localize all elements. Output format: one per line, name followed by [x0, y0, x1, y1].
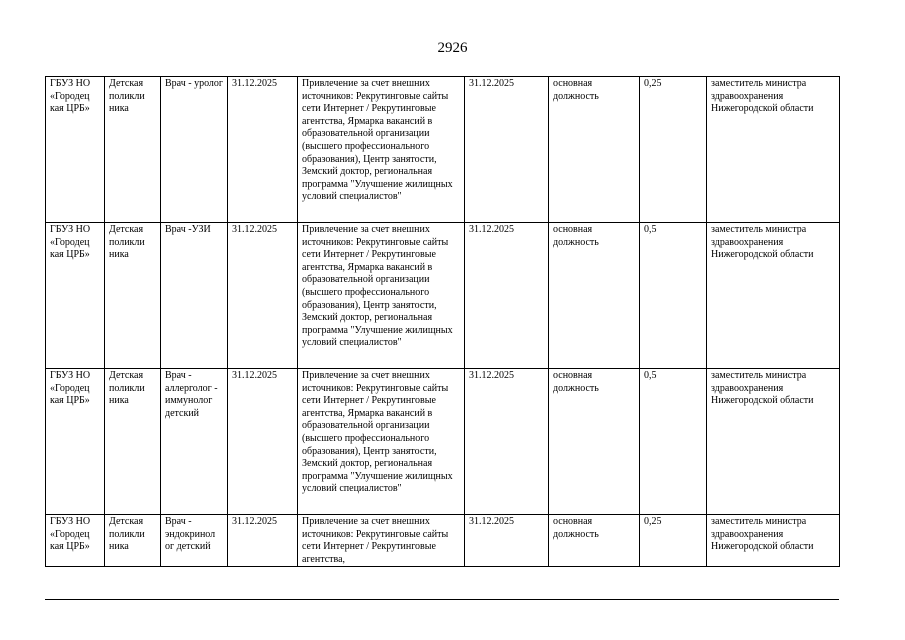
responsible-cell: заместитель министра здравоохранения Нижегородской области	[707, 515, 840, 567]
rate-cell: 0,25	[640, 77, 707, 223]
position-cell: Врач - аллерголог - иммунолог детский	[161, 369, 228, 515]
date-cell: 31.12.2025	[228, 223, 298, 369]
measures-cell: Привлечение за счет внешних источников: Рекрутинговые сайты сети Интернет / Рекрутинговые агентства, Ярмарка вакансий в образовательной организации (высшего профессионального образования), Центр занятости, Земский доктор, региональная программа "Улучшение жилищных условий специалистов"	[298, 369, 465, 515]
table-row	[46, 369, 840, 515]
deadline-cell: 31.12.2025	[465, 369, 549, 515]
org-cell: ГБУЗ НО «Городец кая ЦРБ»	[46, 515, 105, 567]
dept-cell: Детская поликли ника	[105, 515, 161, 567]
dept-cell: Детская поликли ника	[105, 369, 161, 515]
deadline-cell: 31.12.2025	[465, 515, 549, 567]
date-cell: 31.12.2025	[228, 515, 298, 567]
date-cell: 31.12.2025	[228, 369, 298, 515]
position-cell: Врач -УЗИ	[161, 223, 228, 369]
position-cell: Врач - эндокринол ог детский	[161, 515, 228, 567]
date-cell: 31.12.2025	[228, 77, 298, 223]
org-cell: ГБУЗ НО «Городец кая ЦРБ»	[46, 77, 105, 223]
table-bottom-border	[45, 599, 839, 600]
table-row	[46, 223, 840, 369]
position-cell: Врач - уролог	[161, 77, 228, 223]
page-number: 2926	[437, 40, 468, 56]
type-cell: основная должность	[549, 223, 640, 369]
type-cell: основная должность	[549, 515, 640, 567]
org-cell: ГБУЗ НО «Городец кая ЦРБ»	[46, 223, 105, 369]
measures-cell: Привлечение за счет внешних источников: Рекрутинговые сайты сети Интернет / Рекрутинговые агентства,	[298, 515, 465, 567]
responsible-cell: заместитель министра здравоохранения Нижегородской области	[707, 77, 840, 223]
responsible-cell: заместитель министра здравоохранения Нижегородской области	[707, 369, 840, 515]
rate-cell: 0,25	[640, 515, 707, 567]
deadline-cell: 31.12.2025	[465, 223, 549, 369]
org-cell: ГБУЗ НО «Городец кая ЦРБ»	[46, 369, 105, 515]
staffing-table	[45, 76, 840, 567]
responsible-cell: заместитель министра здравоохранения Нижегородской области	[707, 223, 840, 369]
table-row	[46, 515, 840, 567]
table-row	[46, 77, 840, 223]
rate-cell: 0,5	[640, 223, 707, 369]
rate-cell: 0,5	[640, 369, 707, 515]
measures-cell: Привлечение за счет внешних источников: Рекрутинговые сайты сети Интернет / Рекрутинговые агентства, Ярмарка вакансий в образовательной организации (высшего профессионального образования), Центр занятости, Земский доктор, региональная программа "Улучшение жилищных условий специалистов"	[298, 223, 465, 369]
dept-cell: Детская поликли ника	[105, 77, 161, 223]
dept-cell: Детская поликли ника	[105, 223, 161, 369]
measures-cell: Привлечение за счет внешних источников: Рекрутинговые сайты сети Интернет / Рекрутинговые агентства, Ярмарка вакансий в образовательной организации (высшего профессионального образования), Центр занятости, Земский доктор, региональная программа "Улучшение жилищных условий специалистов"	[298, 77, 465, 223]
type-cell: основная должность	[549, 77, 640, 223]
type-cell: основная должность	[549, 369, 640, 515]
deadline-cell: 31.12.2025	[465, 77, 549, 223]
